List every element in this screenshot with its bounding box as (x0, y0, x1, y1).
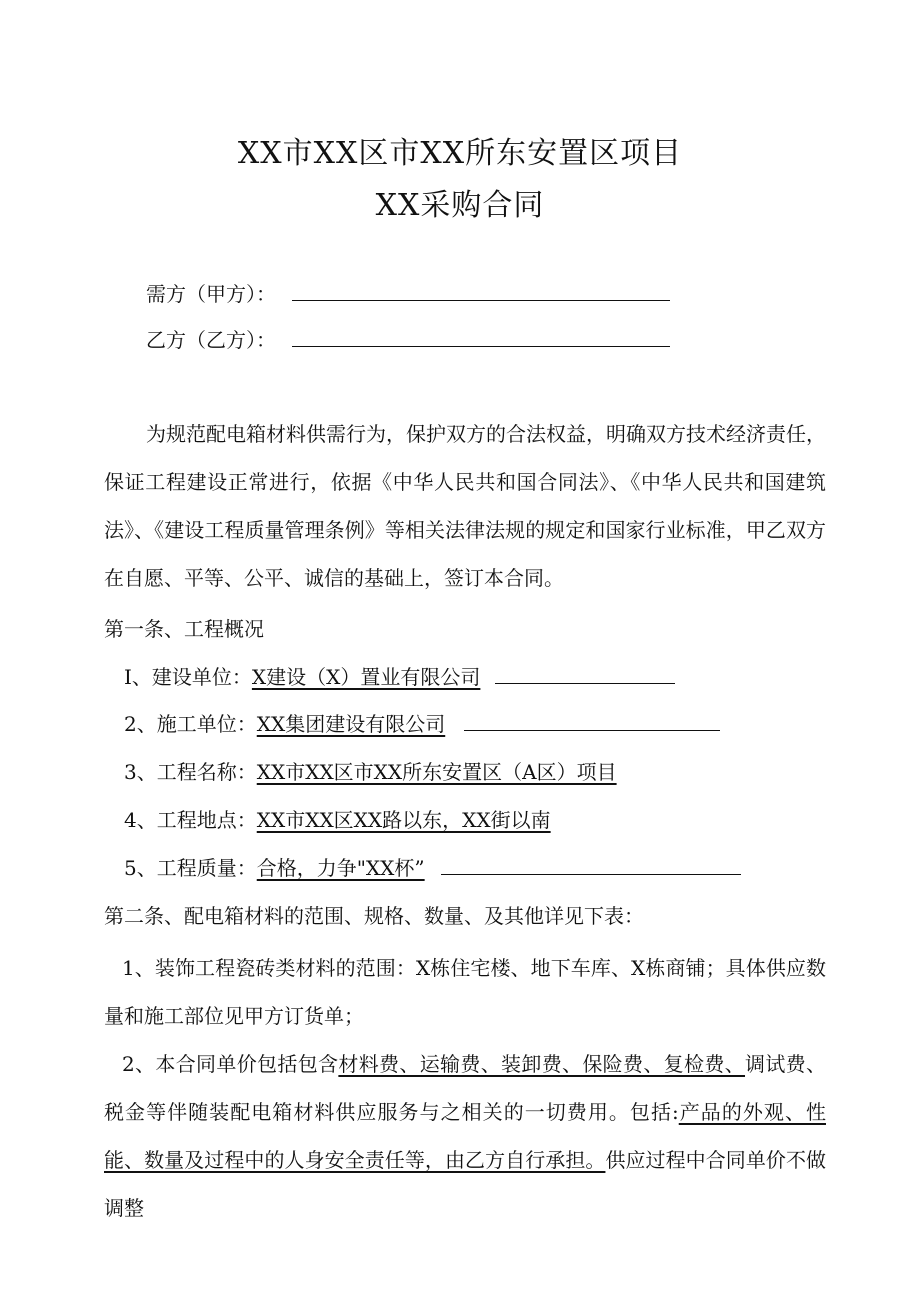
item-value: XX集团建设有限公司 (256, 712, 446, 736)
item2-text-e: 供应过程中合同单价不做调整 (104, 1148, 827, 1220)
item-label: 5、工程质量： (124, 856, 257, 880)
item-value: XX市XX区市XX所东安置区（A区）项目 (256, 760, 617, 784)
article1-item-1 (124, 663, 675, 691)
item-label: 3、工程名称： (124, 760, 257, 784)
article2-item-2 (104, 1040, 826, 1232)
party-a-label: 需方（甲方）： (146, 282, 276, 306)
item2-text-a: 2、本合同单价包括包含 (122, 1052, 339, 1076)
item-blank[interactable] (464, 710, 720, 731)
party-a-blank[interactable] (292, 280, 670, 301)
party-b-row (146, 326, 670, 354)
preamble-paragraph: 为规范配电箱材料供需行为，保护双方的合法权益，明确双方技术经济责任，保证工程建设正常进行，依据《中华人民共和国合同法》、《中华人民共和国建筑法》、《建设工程质量管理条例》等相关法律法规的规定和国家行业标准，甲乙双方在自愿、平等、公平、诚信的基础上，签订本合同。 (104, 422, 826, 590)
article1-item-2 (124, 710, 720, 738)
item-blank[interactable] (495, 663, 675, 684)
party-a-row (146, 280, 670, 308)
item-value: 合格，力争"XX杯” (256, 856, 425, 880)
item-value: XX市XX区XX路以东，XX街以南 (256, 808, 551, 832)
article1-heading: 第一条、工程概况 (104, 617, 264, 641)
contract-title-line2: XX采购合同 (375, 188, 545, 223)
party-b-blank[interactable] (292, 326, 670, 347)
article1-item-3 (124, 758, 617, 786)
article2-item-1: 1、装饰工程瓷砖类材料的范围：X栋住宅楼、地下车库、X栋商铺；具体供应数量和施工部位见甲方订货单； (104, 956, 826, 1028)
item2-text-c: 调试费、税金等伴随装配电箱材料供应服务与之相关的一切费用。包括: (104, 1052, 827, 1124)
article2-heading: 第二条、配电箱材料的范围、规格、数量、及其他详见下表： (104, 904, 644, 928)
article1-item-5 (124, 854, 741, 882)
item-label: 4、工程地点： (124, 808, 257, 832)
item2-text-d-underlined: 产品的外观、性能、数量及过程中的人身安全责任等，由乙方自行承担。 (104, 1100, 826, 1172)
contract-title-line1: XX市XX区市XX所东安置区项目 (237, 136, 683, 171)
item-blank[interactable] (441, 854, 741, 875)
article1-item-4 (124, 806, 551, 834)
item-label: 2、施工单位： (124, 712, 257, 736)
item-label: I、建设单位： (124, 665, 252, 689)
party-b-label: 乙方（乙方）： (146, 328, 276, 352)
item2-text-b-underlined: 材料费、运输费、装卸费、保险费、复检费、 (338, 1052, 746, 1076)
item-value: X建设（X）置业有限公司 (251, 665, 481, 689)
